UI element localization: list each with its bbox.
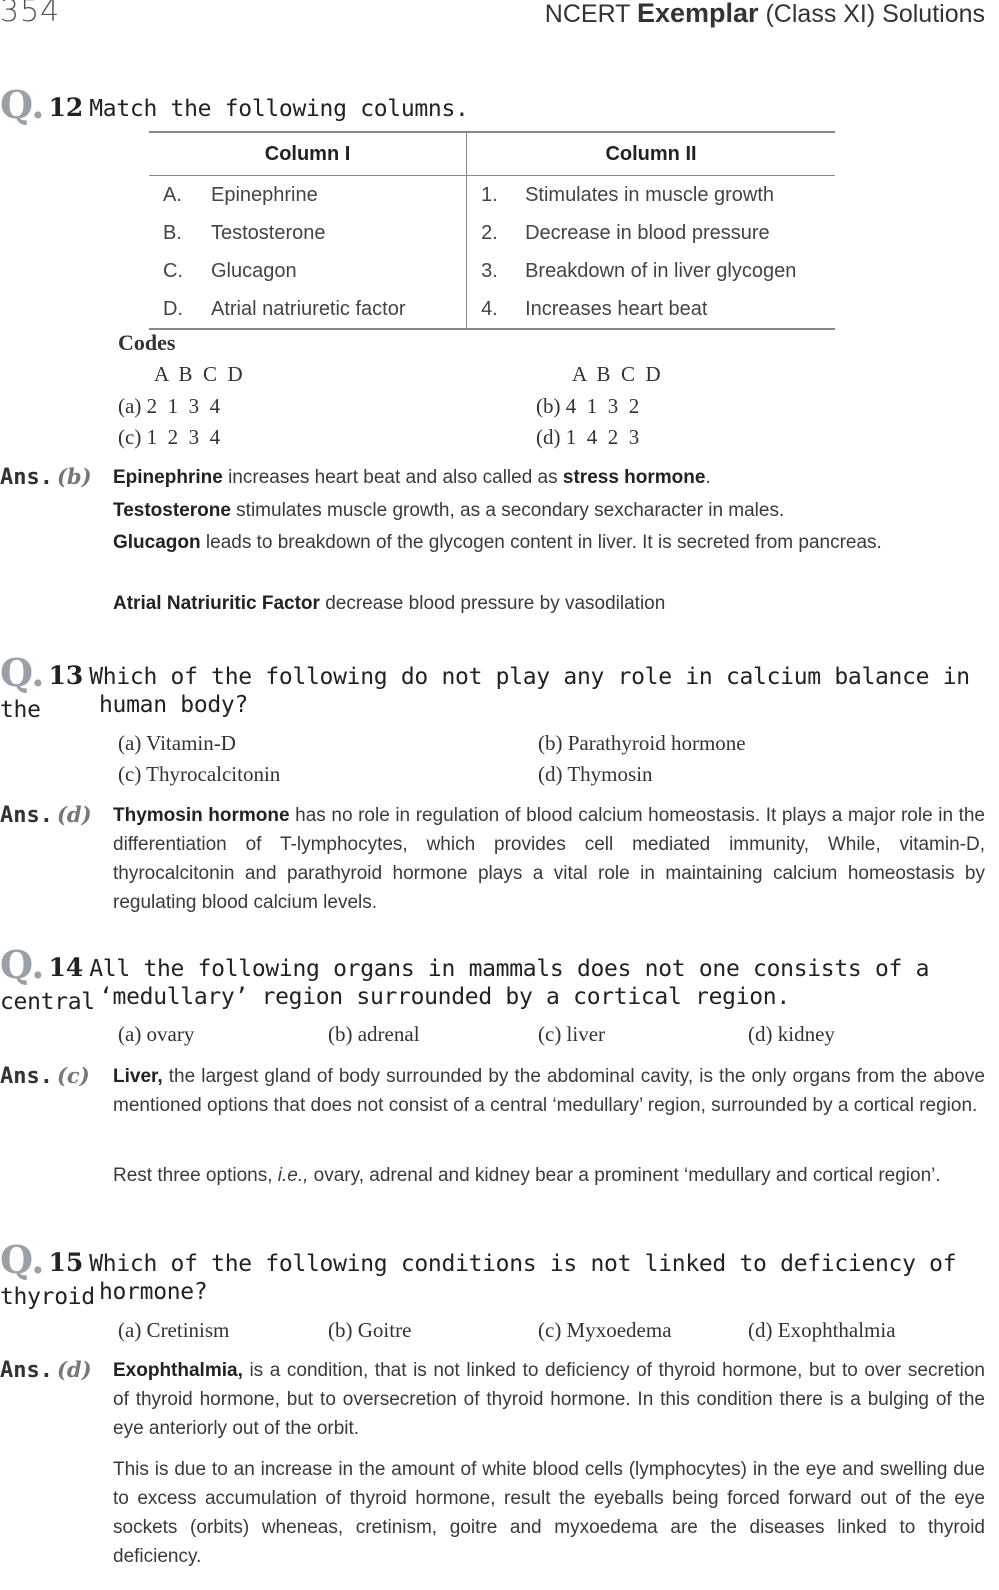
running-head-suffix: (Class XI) Solutions xyxy=(758,0,985,28)
question-text-continued: hormone? xyxy=(99,1279,208,1305)
row-letter: C. xyxy=(163,259,183,282)
row-number: 4. xyxy=(467,290,525,329)
answer-label xyxy=(0,1063,90,1089)
running-head-prefix: NCERT xyxy=(544,0,637,28)
answer-paragraph xyxy=(113,1356,985,1443)
question-number: 15 xyxy=(48,1248,84,1277)
option-d: (d) kidney xyxy=(748,1022,835,1046)
answer-line xyxy=(113,463,985,492)
answer-term: stress hormone xyxy=(562,467,706,488)
row-col2: Stimulates in muscle growth xyxy=(525,183,775,206)
answer-prefix: Ans. xyxy=(0,1064,53,1089)
answer-prefix: Ans. xyxy=(0,465,53,490)
answer-line xyxy=(113,496,985,525)
code-label: (a) xyxy=(118,394,142,418)
row-letter: A. xyxy=(163,183,182,206)
answer-text: the largest gland of body surrounded by the abdominal cavity, is the only organs from the above mentioned options that does not consist of a central ‘medullary’ region, surrounded by a cortical region. xyxy=(113,1066,985,1116)
question-mark-icon: Q. xyxy=(0,1237,45,1282)
answer-label xyxy=(0,1357,92,1383)
answer-text: increases heart beat and also called as xyxy=(222,467,563,488)
answer-paragraph: This is due to an increase in the amount of white blood cells (lymphocytes) in the eye and swelling due to excess accumulation of thyroid hormone, result the eyeballs being forced forward out of the eye sockets (orbits) wheneas, cretinism, goitre and myxoedema are the diseases linked to thyroid deficiency. xyxy=(113,1459,985,1567)
question-number: 12 xyxy=(48,93,84,122)
option-c: (c) Myxoedema xyxy=(538,1318,672,1342)
match-table xyxy=(149,131,835,330)
answer-letter: (b) xyxy=(56,464,92,489)
answer-term: Glucagon xyxy=(113,532,201,553)
option-b: (b) Parathyroid hormone xyxy=(538,731,746,755)
answer-term: Atrial Natriuritic Factor xyxy=(113,593,320,614)
answer-term: Testosterone xyxy=(113,500,231,521)
answer-prefix: Ans. xyxy=(0,1358,53,1383)
option-b: (b) Goitre xyxy=(328,1318,412,1342)
option-d: (d) Exophthalmia xyxy=(748,1318,896,1342)
code-label: (d) xyxy=(536,425,561,449)
match-table-header xyxy=(149,132,835,176)
answer-label xyxy=(0,464,92,490)
row-number: 2. xyxy=(467,214,525,252)
row-col2: Breakdown of in liver glycogen xyxy=(525,259,797,282)
answer-term: Epinephrine xyxy=(113,467,223,488)
question-text: Match the following columns. xyxy=(89,96,469,122)
question-text: All the following organs in mammals does not one consists of a central xyxy=(0,956,930,1015)
row-letter: B. xyxy=(163,221,182,244)
code-option-d xyxy=(536,425,639,450)
row-col1: Epinephrine xyxy=(211,183,318,206)
question-text: Which of the following do not play any role in calcium balance in the xyxy=(0,664,970,723)
answer-text: decrease blood pressure by vasodilation xyxy=(319,593,666,614)
answer-term: Exophthalmia, xyxy=(113,1360,243,1381)
row-col1: Glucagon xyxy=(211,259,297,282)
option-a: (a) Vitamin-D xyxy=(118,731,236,755)
option-a: (a) Cretinism xyxy=(118,1318,230,1342)
row-number: 3. xyxy=(467,252,525,290)
row-col2: Decrease in blood pressure xyxy=(525,221,770,244)
answer-label xyxy=(0,802,92,828)
answer-line xyxy=(113,589,985,618)
answer-paragraph xyxy=(113,1062,985,1120)
question-12 xyxy=(0,82,469,127)
option-c: (c) Thyrocalcitonin xyxy=(118,762,281,786)
option-d: (d) Thymosin xyxy=(538,762,653,786)
row-col1: Atrial natriuretic factor xyxy=(210,290,467,329)
code-option-b xyxy=(536,394,639,419)
answer-term: Thymosin hormone xyxy=(113,805,290,826)
table-row xyxy=(149,214,835,252)
option-b: (b) adrenal xyxy=(328,1022,420,1046)
code-sequence: 1 2 3 4 xyxy=(146,425,221,449)
code-sequence: 1 4 2 3 xyxy=(565,425,640,449)
answer-line xyxy=(113,529,985,557)
answer-paragraph xyxy=(113,1162,985,1190)
answer-text: is a condition, that is not linked to deficiency of thyroid hormone, but to over secretion of thyroid hormone, but to oversecretion of thyroid hormone. In this condition there is a bulging of the eye anteriorly out of the orbit. xyxy=(113,1360,985,1439)
table-row xyxy=(149,252,835,290)
code-sequence: 2 1 3 4 xyxy=(146,394,221,418)
answer-text: . xyxy=(705,467,711,488)
codes-header-left: A B C D xyxy=(154,362,243,386)
answer-term: Liver, xyxy=(113,1066,163,1087)
answer-paragraph xyxy=(113,801,985,917)
code-label: (b) xyxy=(536,394,561,418)
running-head xyxy=(545,0,985,29)
column-1-header: Column I xyxy=(149,132,467,176)
code-option-a xyxy=(118,394,220,419)
row-col1: Testosterone xyxy=(211,221,326,244)
answer-text: ovary, adrenal and kidney bear a prominent ‘medullary and cortical region’. xyxy=(308,1165,941,1186)
codes-header-right: A B C D xyxy=(572,362,661,386)
question-text: Which of the following conditions is not linked to deficiency of thyroid xyxy=(0,1251,957,1310)
code-sequence: 4 1 3 2 xyxy=(565,394,640,418)
row-number: 1. xyxy=(467,176,525,215)
codes-title: Codes xyxy=(118,330,176,355)
page-number: 354 xyxy=(0,0,61,29)
question-mark-icon: Q. xyxy=(0,942,45,987)
answer-text: leads to breakdown of the glycogen content in liver. It is secreted from pancreas. xyxy=(200,532,882,553)
row-letter: D. xyxy=(149,290,210,329)
answer-ie: i.e., xyxy=(277,1165,309,1186)
answer-letter: (d) xyxy=(56,1357,92,1382)
option-a: (a) ovary xyxy=(118,1022,195,1046)
question-text-continued: ‘medullary’ region surrounded by a cortical region. xyxy=(99,984,790,1010)
answer-text: Rest three options, xyxy=(113,1165,278,1186)
question-mark-icon: Q. xyxy=(0,650,45,695)
question-number: 13 xyxy=(48,661,84,690)
answer-prefix: Ans. xyxy=(0,803,53,828)
row-col2: Increases heart beat xyxy=(524,290,835,329)
answer-text: has no role in regulation of blood calcium homeostasis. It plays a major role in the differentiation of T-lymphocytes, which provides cell mediated immunity, While, vitamin-D, thyrocalcitonin and parathyroid hormone plays a vital role in maintaining calcium homeostasis by regulating blood calcium levels. xyxy=(113,805,985,913)
question-text-continued: human body? xyxy=(99,692,249,718)
running-head-strong: Exemplar xyxy=(636,0,759,28)
question-number: 14 xyxy=(48,953,84,982)
table-row xyxy=(149,176,835,215)
question-mark-icon: Q. xyxy=(0,82,45,127)
answer-text: stimulates muscle growth, as a secondary sexcharacter in males. xyxy=(230,500,785,521)
answer-letter: (d) xyxy=(56,802,92,827)
table-row xyxy=(149,290,835,329)
column-2-header: Column II xyxy=(467,132,835,176)
option-c: (c) liver xyxy=(538,1022,606,1046)
answer-letter: (c) xyxy=(56,1063,90,1088)
code-option-c xyxy=(118,425,220,450)
code-label: (c) xyxy=(118,425,142,449)
